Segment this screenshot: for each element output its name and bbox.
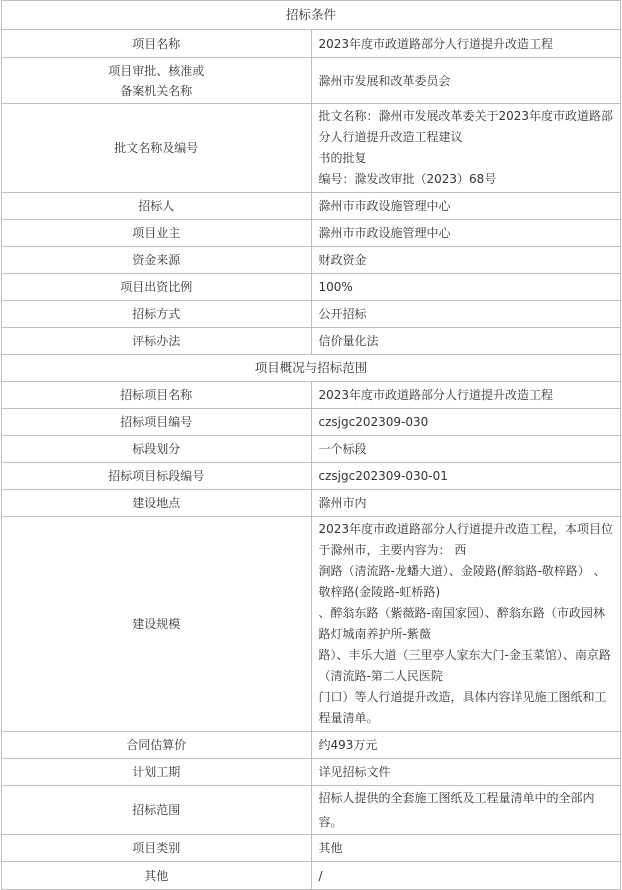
value-lots: 一个标段	[311, 436, 621, 463]
table-row	[2, 104, 621, 193]
value-tender-project-no: czsjgc202309-030	[311, 409, 621, 436]
label-approval-authority-line1: 项目审批、核准或	[108, 63, 205, 78]
section-header-row	[2, 355, 621, 382]
table-row	[2, 328, 621, 355]
tender-info-table	[1, 0, 621, 890]
label-evaluation: 评标办法	[2, 328, 312, 355]
label-location: 建设地点	[2, 490, 312, 517]
value-funding: 财政资金	[311, 247, 621, 274]
label-tender-method: 招标方式	[2, 301, 312, 328]
label-owner: 项目业主	[2, 220, 312, 247]
value-contract-estimate: 约493万元	[311, 732, 621, 759]
approval-doc-number: 编号：滁发改审批（2023）68号	[318, 172, 497, 186]
scale-line: 、醉翁东路（紫薇路-南国家园）、醉翁东路（市政园林路灯城南养护所-紫薇	[318, 606, 605, 641]
table-row	[2, 490, 621, 517]
value-project-name: 2023年度市政道路部分人行道提升改造工程	[311, 30, 621, 58]
value-approval-doc	[311, 104, 621, 193]
table-row	[2, 274, 621, 301]
label-approval-doc: 批文名称及编号	[2, 104, 312, 193]
table-row	[2, 301, 621, 328]
value-tenderer: 滁州市市政设施管理中心	[311, 193, 621, 220]
scale-line: 路）、丰乐大道（三里亭人家东大门-金玉菜馆）、南京路（清流路-第二人民医院	[318, 648, 611, 683]
approval-doc-name-line2: 书的批复	[318, 151, 367, 165]
label-tender-project-no: 招标项目编号	[2, 409, 312, 436]
label-other: 其他	[2, 862, 312, 890]
label-approval-authority-line2: 备案机关名称	[120, 83, 193, 98]
table-row	[2, 58, 621, 104]
table-row	[2, 247, 621, 274]
scale-line: 2023年度市政道路部分人行道提升改造工程，本项目位于滁州市，主要内容为： 西	[318, 522, 614, 557]
label-schedule: 计划工期	[2, 759, 312, 786]
value-other: /	[311, 862, 621, 890]
table-row	[2, 732, 621, 759]
section-title-tender-conditions: 招标条件	[2, 1, 621, 30]
table-row	[2, 463, 621, 490]
value-owner: 滁州市市政设施管理中心	[311, 220, 621, 247]
table-row	[2, 862, 621, 890]
value-tender-method: 公开招标	[311, 301, 621, 328]
table-row	[2, 193, 621, 220]
label-approval-authority	[2, 58, 312, 104]
scale-line: 门口）等人行道提升改造，具体内容详见施工图纸和工程量清单。	[318, 690, 607, 725]
label-tenderer: 招标人	[2, 193, 312, 220]
table-row	[2, 30, 621, 58]
value-lot-no: czsjgc202309-030-01	[311, 463, 621, 490]
value-scale	[311, 517, 621, 732]
value-investment-ratio: 100%	[311, 274, 621, 301]
table-row	[2, 220, 621, 247]
label-scope: 招标范围	[2, 786, 312, 835]
label-investment-ratio: 项目出资比例	[2, 274, 312, 301]
value-approval-authority: 滁州市发展和改革委员会	[311, 58, 621, 104]
label-scale: 建设规模	[2, 517, 312, 732]
approval-doc-name-line1: 批文名称：滁州市发展改革委关于2023年度市政道路部分人行道提升改造工程建议	[318, 109, 614, 144]
label-tender-project-name: 招标项目名称	[2, 382, 312, 409]
label-project-name: 项目名称	[2, 30, 312, 58]
label-category: 项目类别	[2, 835, 312, 862]
scale-line: 涧路（清流路-龙蟠大道）、金陵路(醉翁路-敬梓路） 、敬梓路(金陵路-虹桥路)	[318, 564, 606, 599]
table-row	[2, 436, 621, 463]
section-title-overview-scope: 项目概况与招标范围	[2, 355, 621, 382]
table-row	[2, 517, 621, 732]
table-row	[2, 786, 621, 835]
value-schedule: 详见招标文件	[311, 759, 621, 786]
label-funding: 资金来源	[2, 247, 312, 274]
table-row	[2, 835, 621, 862]
table-row	[2, 759, 621, 786]
value-scope: 招标人提供的全套施工图纸及工程量清单中的全部内容。	[311, 786, 621, 835]
section-header-row	[2, 1, 621, 30]
label-lot-no: 招标项目标段编号	[2, 463, 312, 490]
table-row	[2, 409, 621, 436]
value-evaluation: 信价量化法	[311, 328, 621, 355]
value-category: 其他	[311, 835, 621, 862]
table-row	[2, 382, 621, 409]
value-tender-project-name: 2023年度市政道路部分人行道提升改造工程	[311, 382, 621, 409]
value-location: 滁州市内	[311, 490, 621, 517]
label-lots: 标段划分	[2, 436, 312, 463]
label-contract-estimate: 合同估算价	[2, 732, 312, 759]
